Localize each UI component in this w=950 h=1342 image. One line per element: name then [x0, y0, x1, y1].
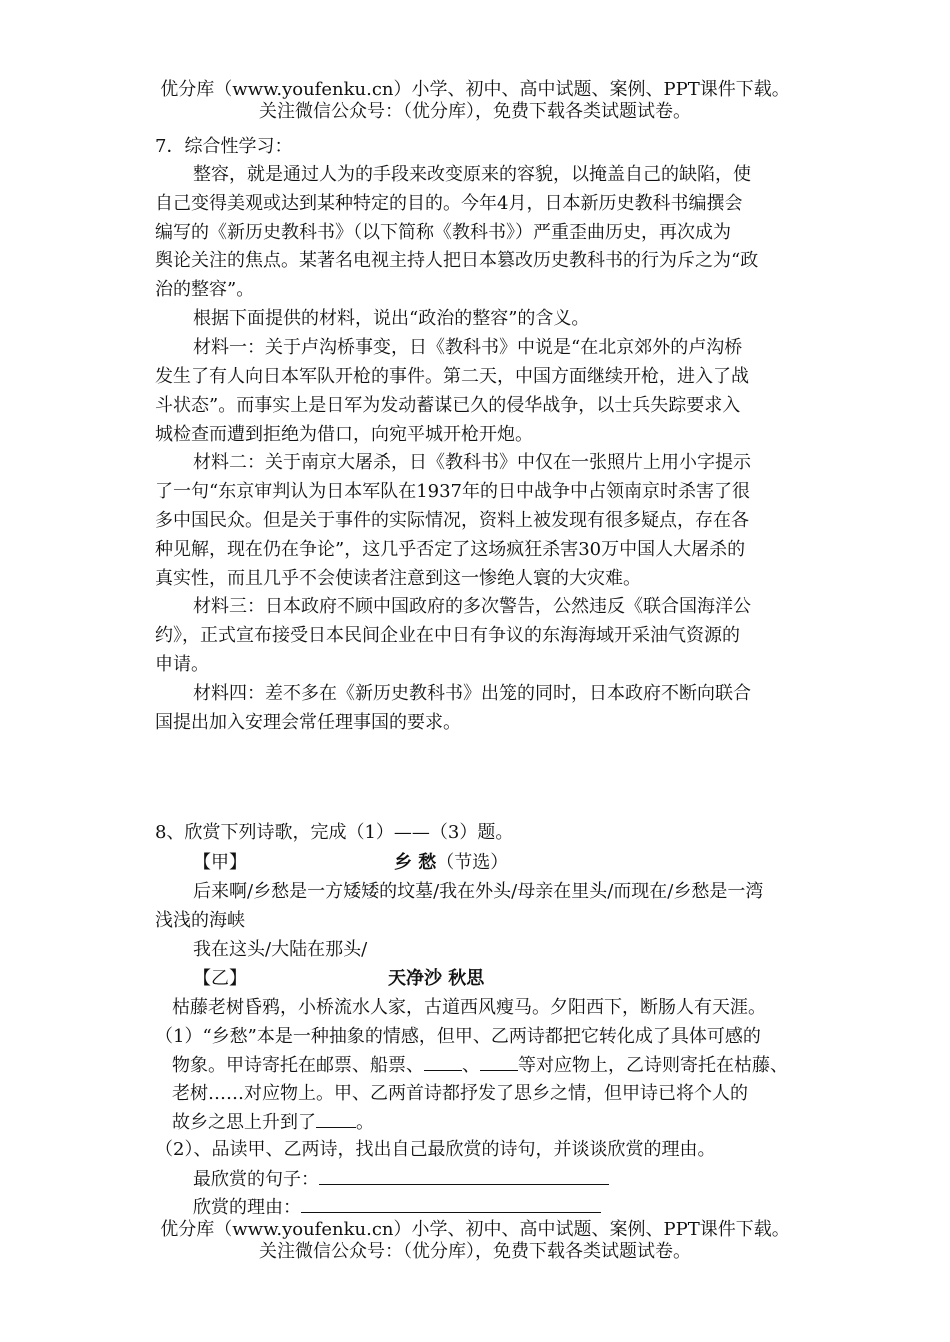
q7-material1-line: 斗状态”。而事实上是日军为发动蓄谋已久的侵华战争，以士兵失踪要求入	[155, 395, 741, 416]
q8-sub1-line2-text: 物象。甲诗寄托在邮票、船票、	[172, 1055, 424, 1076]
q7-material2-line: 材料二：关于南京大屠杀，日《教科书》中仅在一张照片上用小字提示	[193, 452, 751, 473]
q8-sub1-line2-end: 等对应物上，乙诗则寄托在枯藤、	[518, 1055, 788, 1076]
q8-sub1-line	[172, 1111, 374, 1134]
reason-label: 欣赏的理由：	[193, 1197, 301, 1218]
q7-material1-line: 材料一：关于卢沟桥事变，日《教科书》中说是“在北京郊外的卢沟桥	[193, 337, 743, 358]
poem-b-title: 天净沙 秋思	[388, 968, 485, 989]
q7-intro-line: 自己变得美观或达到某种特定的目的。今年4月，日本新历史教科书编撰会	[155, 193, 743, 214]
poem-a-line: 后来啊/乡愁是一方矮矮的坟墓/我在外头/母亲在里头/而现在/乡愁是一湾	[193, 881, 764, 902]
poem-a-title-text: 乡 愁	[394, 852, 437, 873]
poem-a-title	[394, 852, 508, 874]
q8-sub2-line: （2）、品读甲、乙两诗，找出自己最欣赏的诗句，并谈谈欣赏的理由。	[155, 1139, 716, 1160]
q8-sub1-line	[172, 1054, 788, 1077]
q7-material1-line: 城检查而遭到拒绝为借口，向宛平城开枪开炮。	[155, 424, 533, 445]
poem-a-line: 我在这头/大陆在那头/	[193, 939, 368, 960]
q7-material2-line: 了一句“东京审判认为日本军队在1937年的日中战争中占领南京时杀害了很	[155, 481, 751, 502]
footer-line-2: 关注微信公众号：（优分库），免费下载各类试题试卷。	[259, 1241, 691, 1262]
header-line-2: 关注微信公众号：（优分库），免费下载各类试题试卷。	[259, 101, 691, 122]
q7-heading: 7．综合性学习：	[155, 136, 293, 157]
q8-sub1-line4-end: 。	[356, 1112, 374, 1133]
q7-intro-line: 整容，就是通过人为的手段来改变原来的容貌，以掩盖自己的缺陷，使	[193, 164, 751, 185]
poem-a-tag: 【甲】	[193, 852, 247, 873]
q8-sub1-line: 老树……对应物上。甲、乙两首诗都抒发了思乡之情，但甲诗已将个人的	[172, 1083, 748, 1104]
q7-material2-line: 种见解，现在仍在争论”，这几乎否定了这场疯狂杀害30万中国人大屠杀的	[155, 539, 746, 560]
q7-material4-line: 国提出加入安理会常任理事国的要求。	[155, 712, 461, 733]
q7-material2-line: 多中国民众。但是关于事件的实际情况，资料上被发现有很多疑点，存在各	[155, 510, 749, 531]
footer-line-1: 优分库（www.youfenku.cn）小学、初中、高中试题、案例、PPT课件下载。	[160, 1219, 790, 1240]
q7-intro-line: 编写的《新历史教科书》（以下简称《教科书》）严重歪曲历史，再次成为	[155, 222, 731, 243]
header-line-1: 优分库（www.youfenku.cn）小学、初中、高中试题、案例、PPT课件下载。	[160, 79, 790, 100]
q8-heading: 8、欣赏下列诗歌，完成（1）——（3）题。	[155, 822, 514, 843]
q7-prompt: 根据下面提供的材料，说出“政治的整容”的含义。	[193, 308, 590, 329]
poem-b-tag: 【乙】	[193, 968, 247, 989]
reason-row	[193, 1196, 601, 1219]
poem-a-note: （节选）	[436, 852, 509, 873]
q7-material2-line: 真实性，而且几乎不会使读者注意到这一惨绝人寰的大灾难。	[155, 568, 641, 589]
answer-blank[interactable]	[480, 1054, 518, 1071]
q8-sub1-separator: 、	[462, 1055, 480, 1076]
favorite-sentence-row	[193, 1168, 609, 1191]
q8-sub1-line4-text: 故乡之思上升到了	[172, 1112, 316, 1133]
q7-intro-line: 舆论关注的焦点。某著名电视主持人把日本篡改历史教科书的行为斥之为“政	[155, 250, 759, 271]
q7-material3-line: 约》，正式宣布接受日本民间企业在中日有争议的东海海域开采油气资源的	[155, 625, 740, 646]
favorite-sentence-blank[interactable]	[319, 1168, 609, 1185]
q8-sub1-line: （1）“乡愁”本是一种抽象的情感，但甲、乙两诗都把它转化成了具体可感的	[155, 1026, 761, 1047]
favorite-sentence-label: 最欣赏的句子：	[193, 1169, 319, 1190]
q7-material1-line: 发生了有人向日本军队开枪的事件。第二天，中国方面继续开枪，进入了战	[155, 366, 749, 387]
reason-blank[interactable]	[301, 1196, 601, 1213]
answer-blank[interactable]	[424, 1054, 462, 1071]
q7-material4-line: 材料四：差不多在《新历史教科书》出笼的同时，日本政府不断向联合	[193, 683, 751, 704]
q7-material3-line: 申请。	[155, 654, 209, 675]
q7-intro-line: 治的整容”。	[155, 279, 255, 300]
q7-material3-line: 材料三：日本政府不顾中国政府的多次警告，公然违反《联合国海洋公	[193, 596, 751, 617]
poem-b-text: 枯藤老树昏鸦，小桥流水人家，古道西风瘦马。夕阳西下，断肠人有天涯。	[172, 997, 766, 1018]
answer-blank[interactable]	[316, 1111, 356, 1128]
poem-a-line: 浅浅的海峡	[155, 910, 245, 931]
